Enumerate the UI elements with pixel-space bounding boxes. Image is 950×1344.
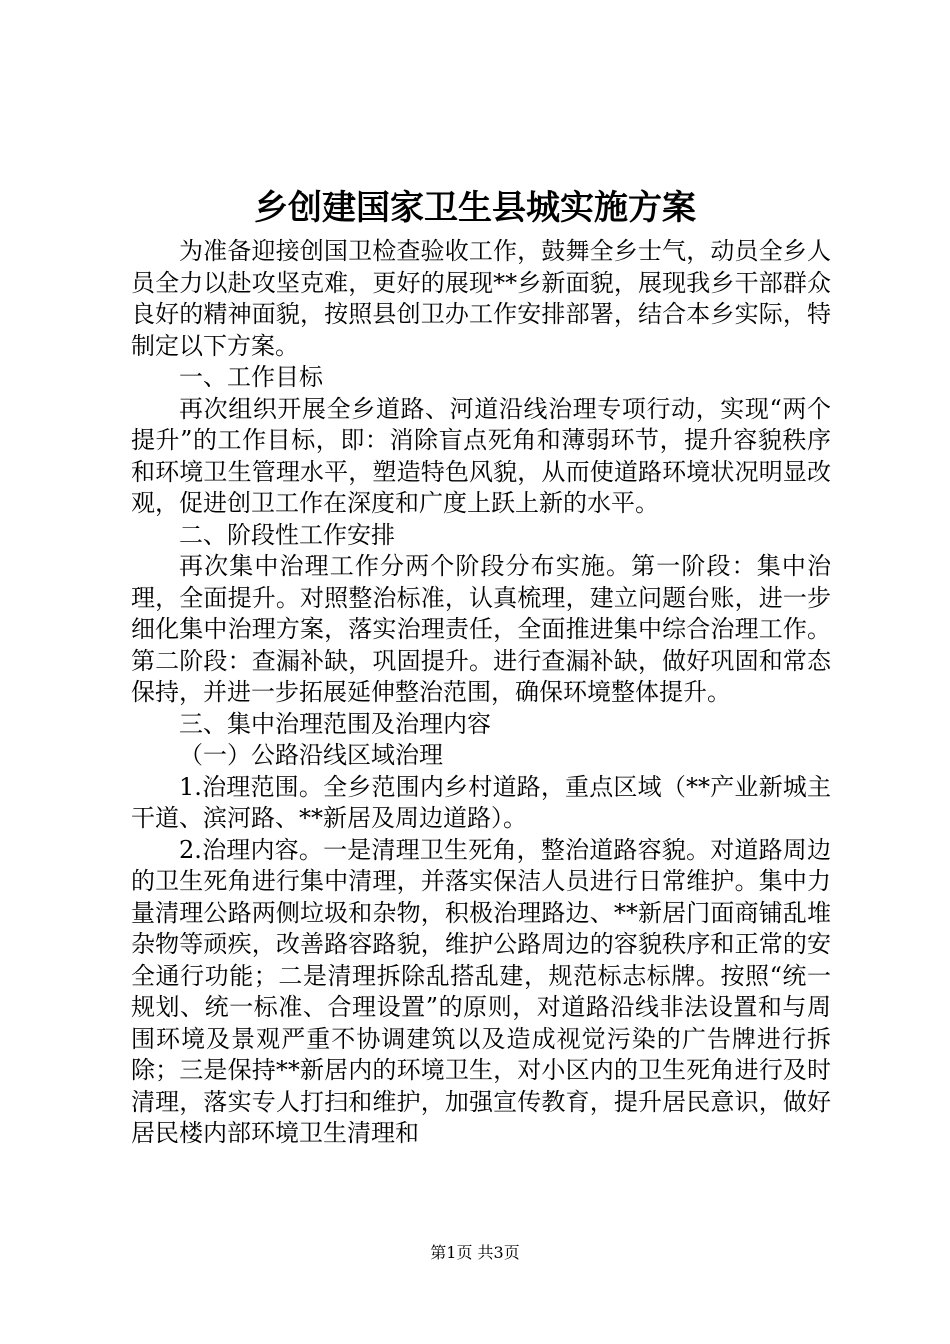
- intro-paragraph: 为准备迎接创国卫检查验收工作，鼓舞全乡士气，动员全乡人员全力以赴攻坚克难，更好的展现**乡新面貌，展现我乡干部群众良好的精神面貌，按照县创卫办工作安排部署，结合本乡实际，特制定以下方案。: [131, 237, 831, 360]
- section-heading-2: 二、阶段性工作安排: [179, 520, 395, 549]
- item-paragraph-2: 2.治理内容。一是清理卫生死角，整治道路容貌。对道路周边的卫生死角进行集中清理，并落实保洁人员进行日常维护。集中力量清理公路两侧垃圾和杂物，积极治理路边、**新居门面商铺乱堆杂物等顽疾，改善路容路貌，维护公路周边的容貌秩序和正常的安全通行功能；二是清理拆除乱搭乱建，规范标志标牌。按照“统一规划、统一标准、合理设置”的原则，对道路沿线非法设置和与周围环境及景观严重不协调建筑以及造成视觉污染的广告牌进行拆除；三是保持**新居内的环境卫生，对小区内的卫生死角进行及时清理，落实专人打扫和维护，加强宣传教育，提升居民意识，做好居民楼内部环境卫生清理和: [131, 835, 831, 1147]
- subsection-heading-1: （一）公路沿线区域治理: [179, 741, 443, 769]
- section-heading-3: 三、集中治理范围及治理内容: [179, 709, 491, 738]
- document-body: [131, 236, 831, 1150]
- page-number-footer: 第1页 共3页: [430, 1243, 520, 1262]
- document-title: 乡创建国家卫生县城实施方案: [254, 188, 696, 228]
- section-paragraph-1: 再次组织开展全乡道路、河道沿线治理专项行动，实现“两个提升”的工作目标，即：消除盲点死角和薄弱环节，提升容貌秩序和环境卫生管理水平，塑造特色风貌，从而使道路环境状况明显改观，促进创卫工作在深度和广度上跃上新的水平。: [131, 394, 831, 517]
- section-paragraph-2: 再次集中治理工作分两个阶段分布实施。第一阶段：集中治理，全面提升。对照整治标准，认真梳理，建立问题台账，进一步细化集中治理方案，落实治理责任，全面推进集中综合治理工作。第二阶段：查漏补缺，巩固提升。进行查漏补缺，做好巩固和常态保持，并进一步拓展延伸整治范围，确保环境整体提升。: [131, 552, 831, 706]
- item-paragraph-1: 1.治理范围。全乡范围内乡村道路，重点区域（**产业新城主干道、滨河路、**新居及周边道路）。: [131, 772, 831, 832]
- section-heading-1: 一、工作目标: [179, 363, 323, 391]
